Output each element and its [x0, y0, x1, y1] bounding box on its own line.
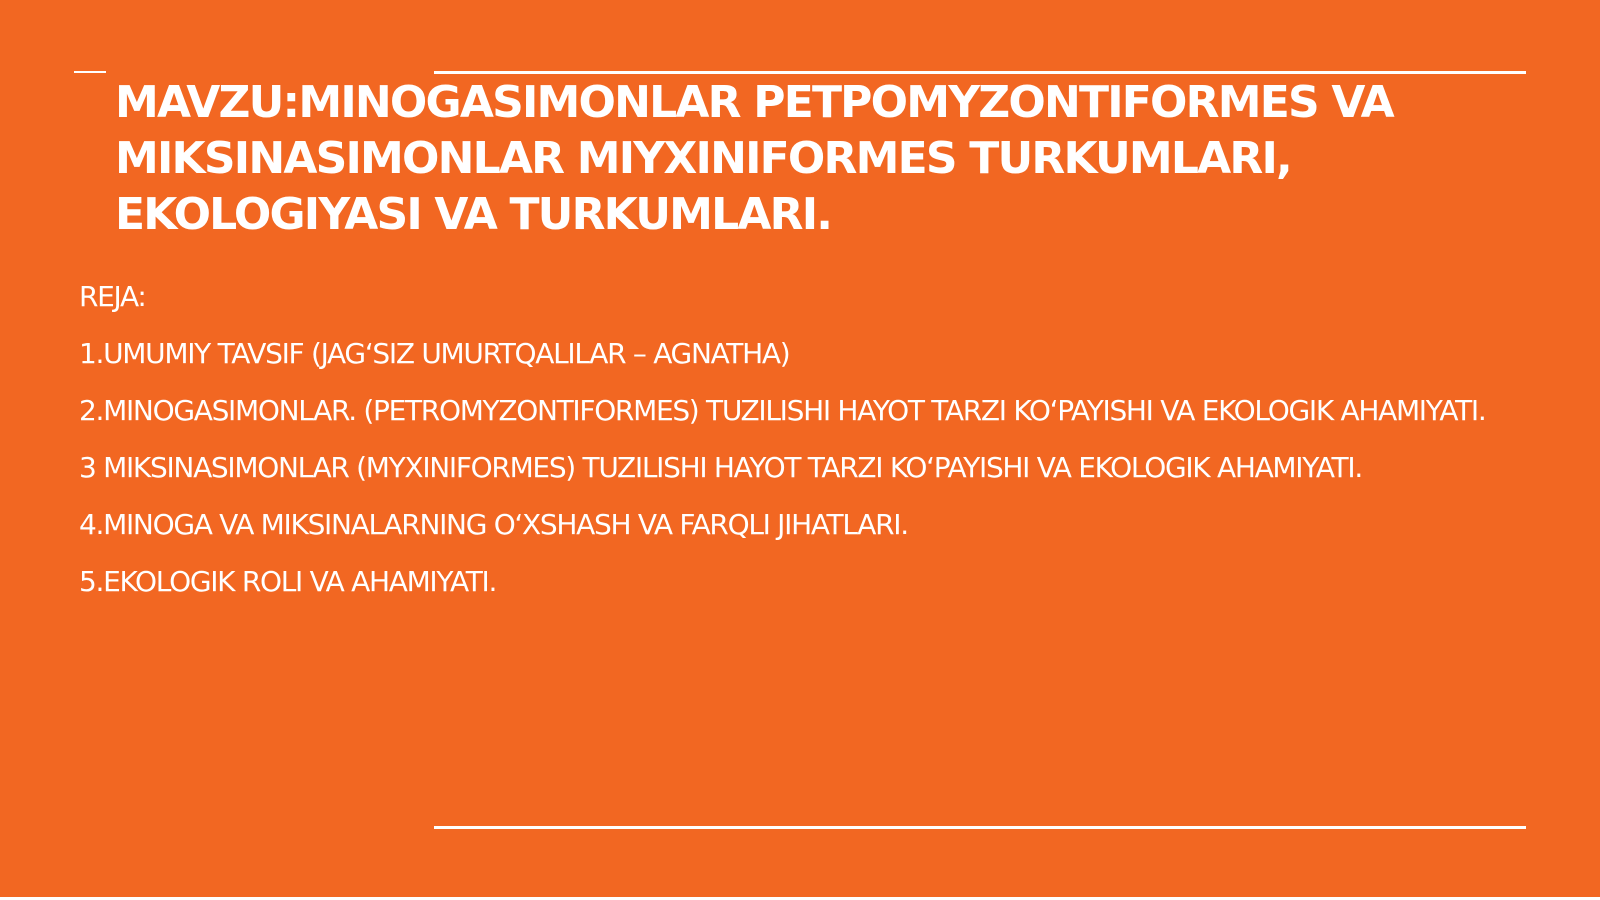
plan-item-1: 1.UMUMIY TAVSIF (JAG‘SIZ UMURTQALILAR – AGNATHA): [79, 337, 790, 370]
plan-list: [79, 276, 1539, 618]
plan-item-2: 2.MINOGASIMONLAR. (PETROMYZONTIFORMES) TUZILISHI HAYOT TARZI KO‘PAYISHI VA EKOLOGIK AHAMIYATI.: [79, 394, 1486, 427]
plan-item-3: 3 MIKSINASIMONLAR (MYXINIFORMES) TUZILISHI HAYOT TARZI KO‘PAYISHI VA EKOLOGIK AHAMIYATI.: [79, 451, 1362, 484]
bottom-rule: [434, 826, 1526, 829]
top-rule: [434, 71, 1526, 74]
slide-title: MAVZU:MINOGASIMONLAR PETPOMYZONTIFORMES VA MIKSINASIMONLAR MIYXINIFORMES TURKUMLARI, EKOLOGIYASI VA TURKUMLARI.: [115, 77, 1393, 240]
plan-heading: REJA:: [79, 280, 146, 313]
plan-item-4: 4.MINOGA VA MIKSINALARNING O‘XSHASH VA FARQLI JIHATLARI.: [79, 508, 908, 541]
plan-item-5: 5.EKOLOGIK ROLI VA AHAMIYATI.: [79, 565, 497, 598]
top-short-rule: [74, 71, 106, 73]
